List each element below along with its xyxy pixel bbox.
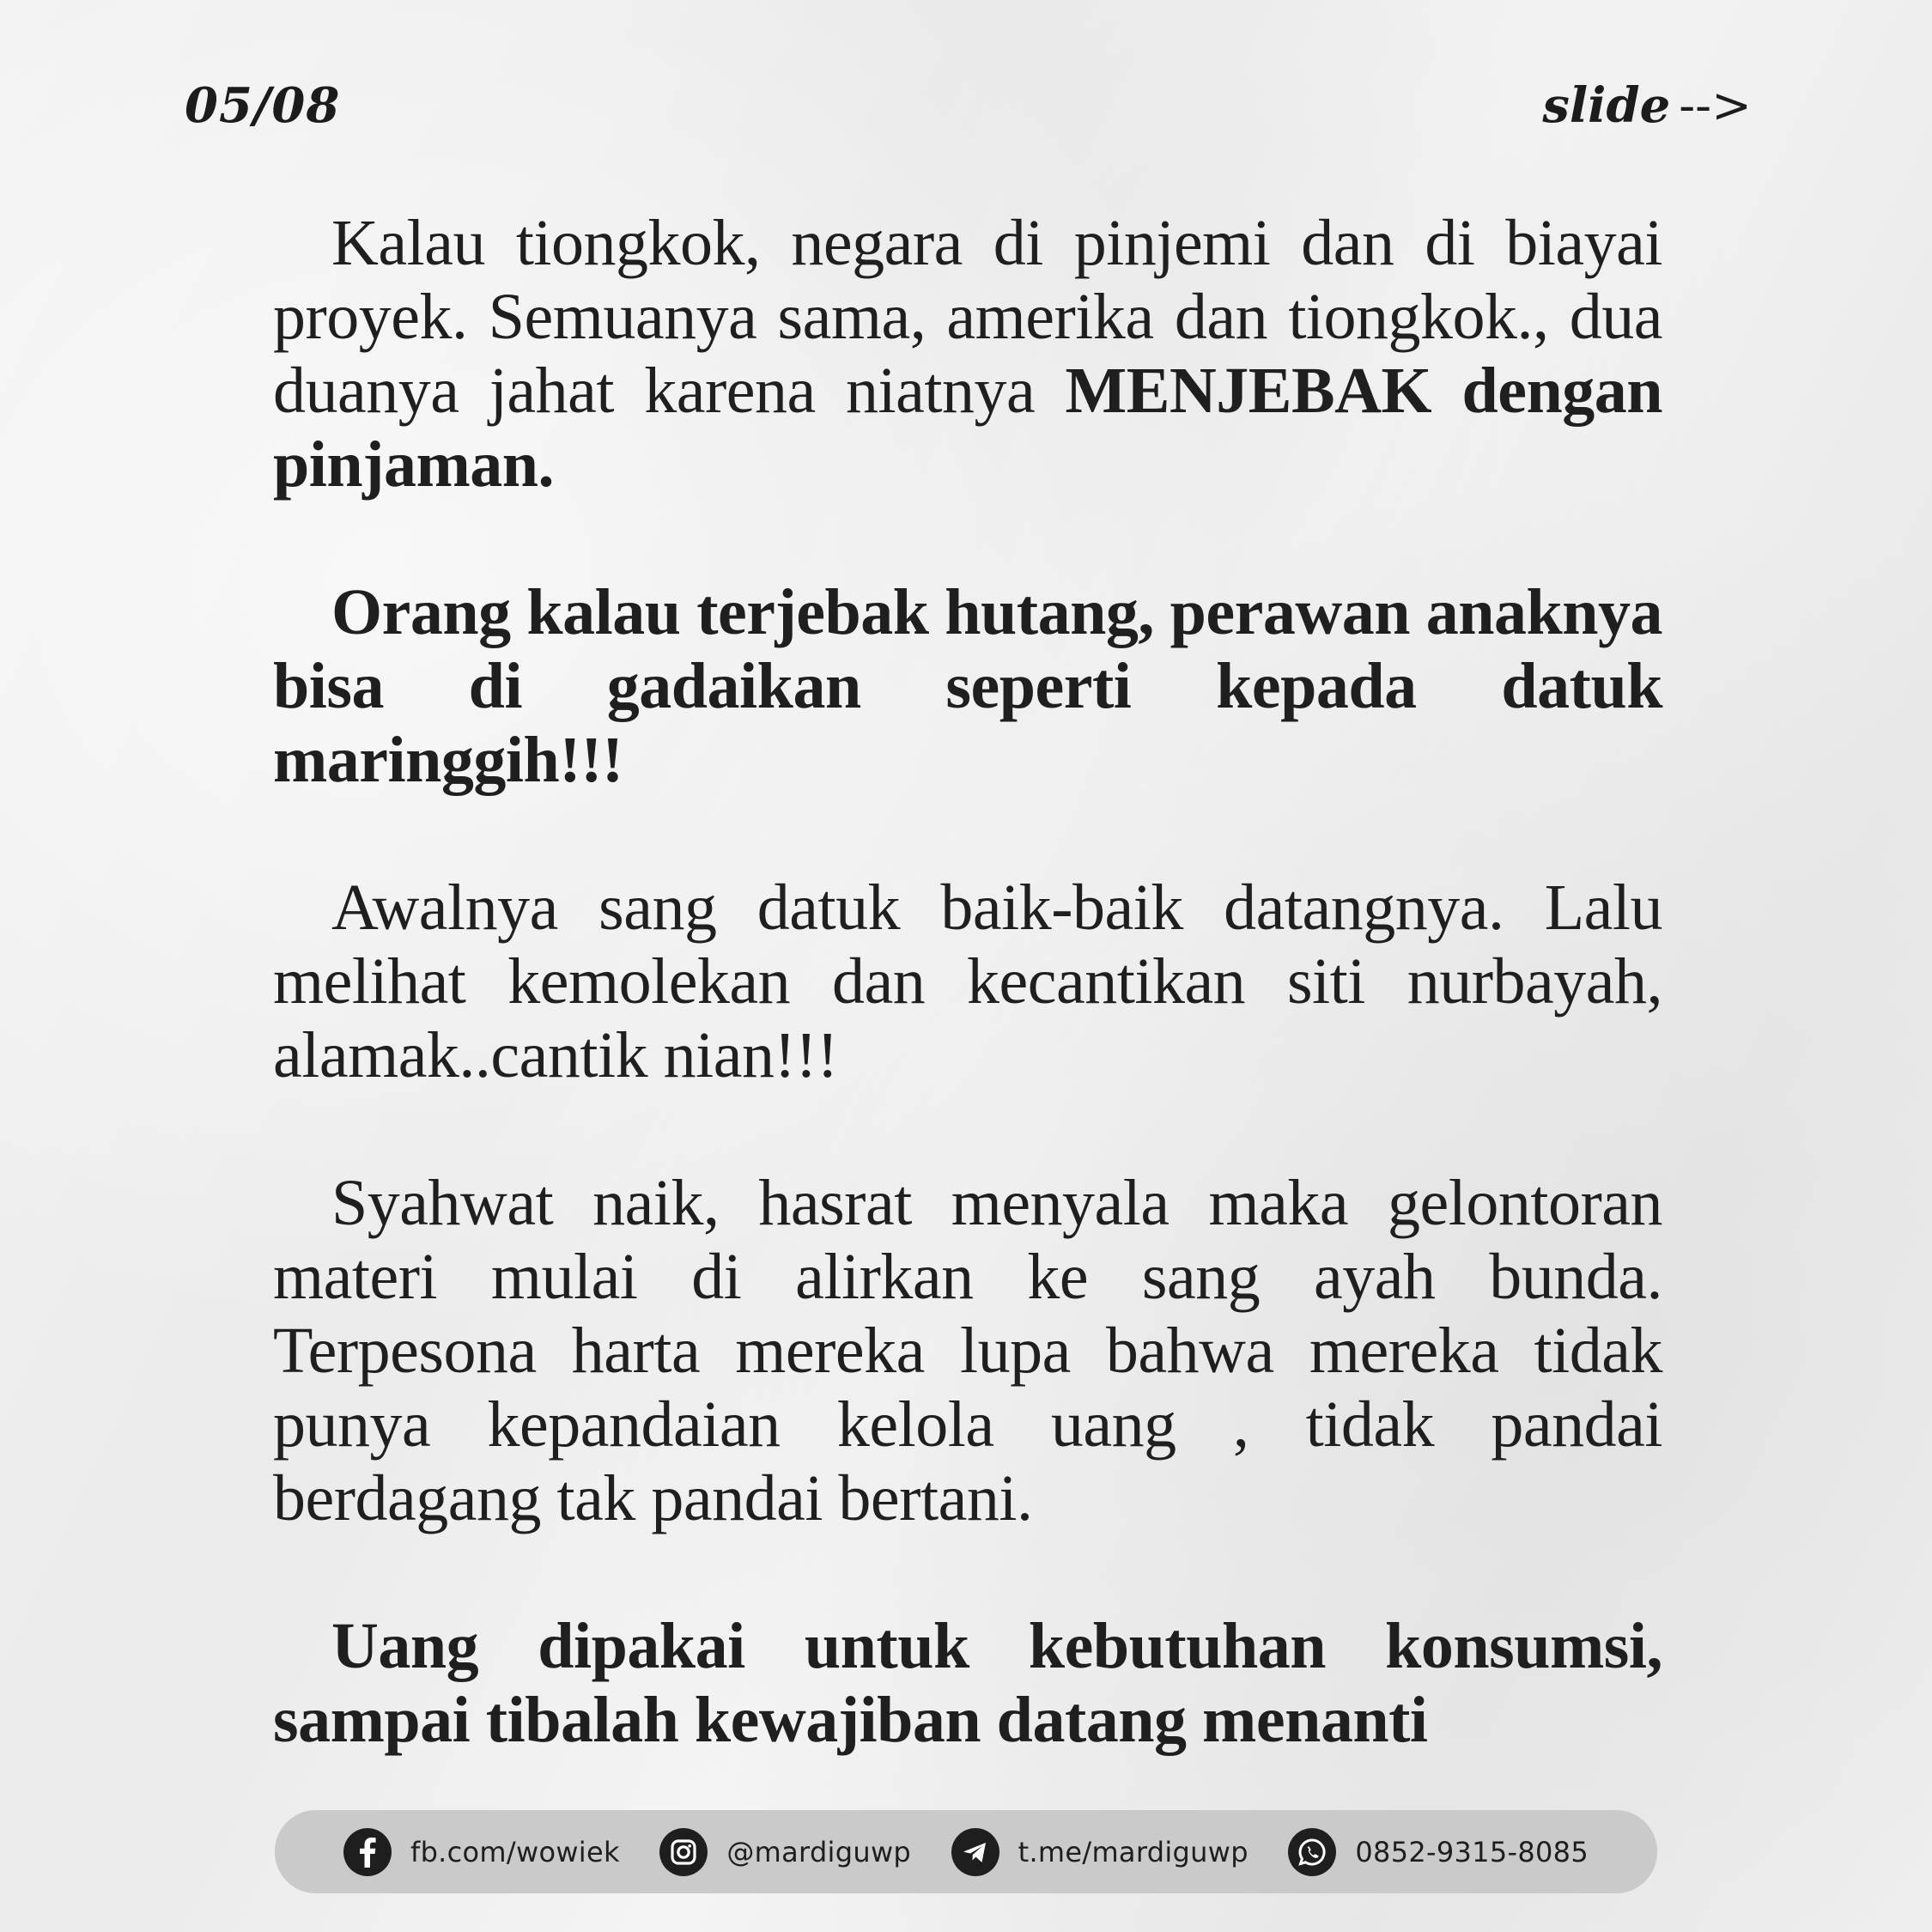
body-text — [273, 206, 1662, 1831]
paragraph-1-bold: MENJEBAK dengan pinjaman. — [273, 355, 1662, 501]
paragraph-2: Orang kalau terjebak hutang, perawan anaknya bisa di gadaikan seperti kepada datuk maringgih!!! — [273, 576, 1662, 796]
facebook-icon — [343, 1828, 392, 1876]
paragraph-1 — [273, 206, 1662, 501]
contact-facebook[interactable] — [343, 1828, 620, 1876]
contact-whatsapp-label: 0852-9315-8085 — [1355, 1835, 1589, 1868]
page-number: 05/08 — [185, 77, 341, 134]
slide-hint-word: slide — [1542, 77, 1671, 134]
slide-arrow: --> — [1679, 78, 1752, 134]
contact-telegram-label: t.me/mardiguwp — [1018, 1835, 1249, 1868]
contact-instagram-label: @mardiguwp — [726, 1835, 912, 1868]
contact-whatsapp[interactable] — [1288, 1828, 1589, 1876]
paragraph-5: Uang dipakai untuk kebutuhan konsumsi, sampai tibalah kewajiban datang menanti — [273, 1610, 1662, 1756]
whatsapp-icon — [1288, 1828, 1336, 1876]
contact-telegram[interactable] — [951, 1828, 1249, 1876]
paragraph-3: Awalnya sang datuk baik-baik datangnya. Lalu melihat kemolekan dan kecantikan siti nurbayah, alamak..cantik nian!!! — [273, 872, 1662, 1091]
telegram-icon — [951, 1828, 999, 1876]
instagram-icon — [659, 1828, 708, 1876]
contact-facebook-label: fb.com/wowiek — [410, 1835, 620, 1868]
contact-footer-bar — [275, 1810, 1657, 1893]
slide-hint — [1542, 77, 1752, 134]
paragraph-4: Syahwat naik, hasrat menyala maka gelontoran materi mulai di alirkan ke sang ayah bunda. Terpesona harta mereka lupa bahwa mereka tidak punya kepandaian kelola uang , tidak pandai berdagang tak pandai bertani. — [273, 1167, 1662, 1534]
contact-instagram[interactable] — [659, 1828, 911, 1876]
paragraph-1-regular: Kalau tiongkok, negara di pinjemi dan di biayai proyek. Semuanya sama, amerika dan tiongkok., dua duanya jahat karena niatnya — [273, 207, 1662, 427]
